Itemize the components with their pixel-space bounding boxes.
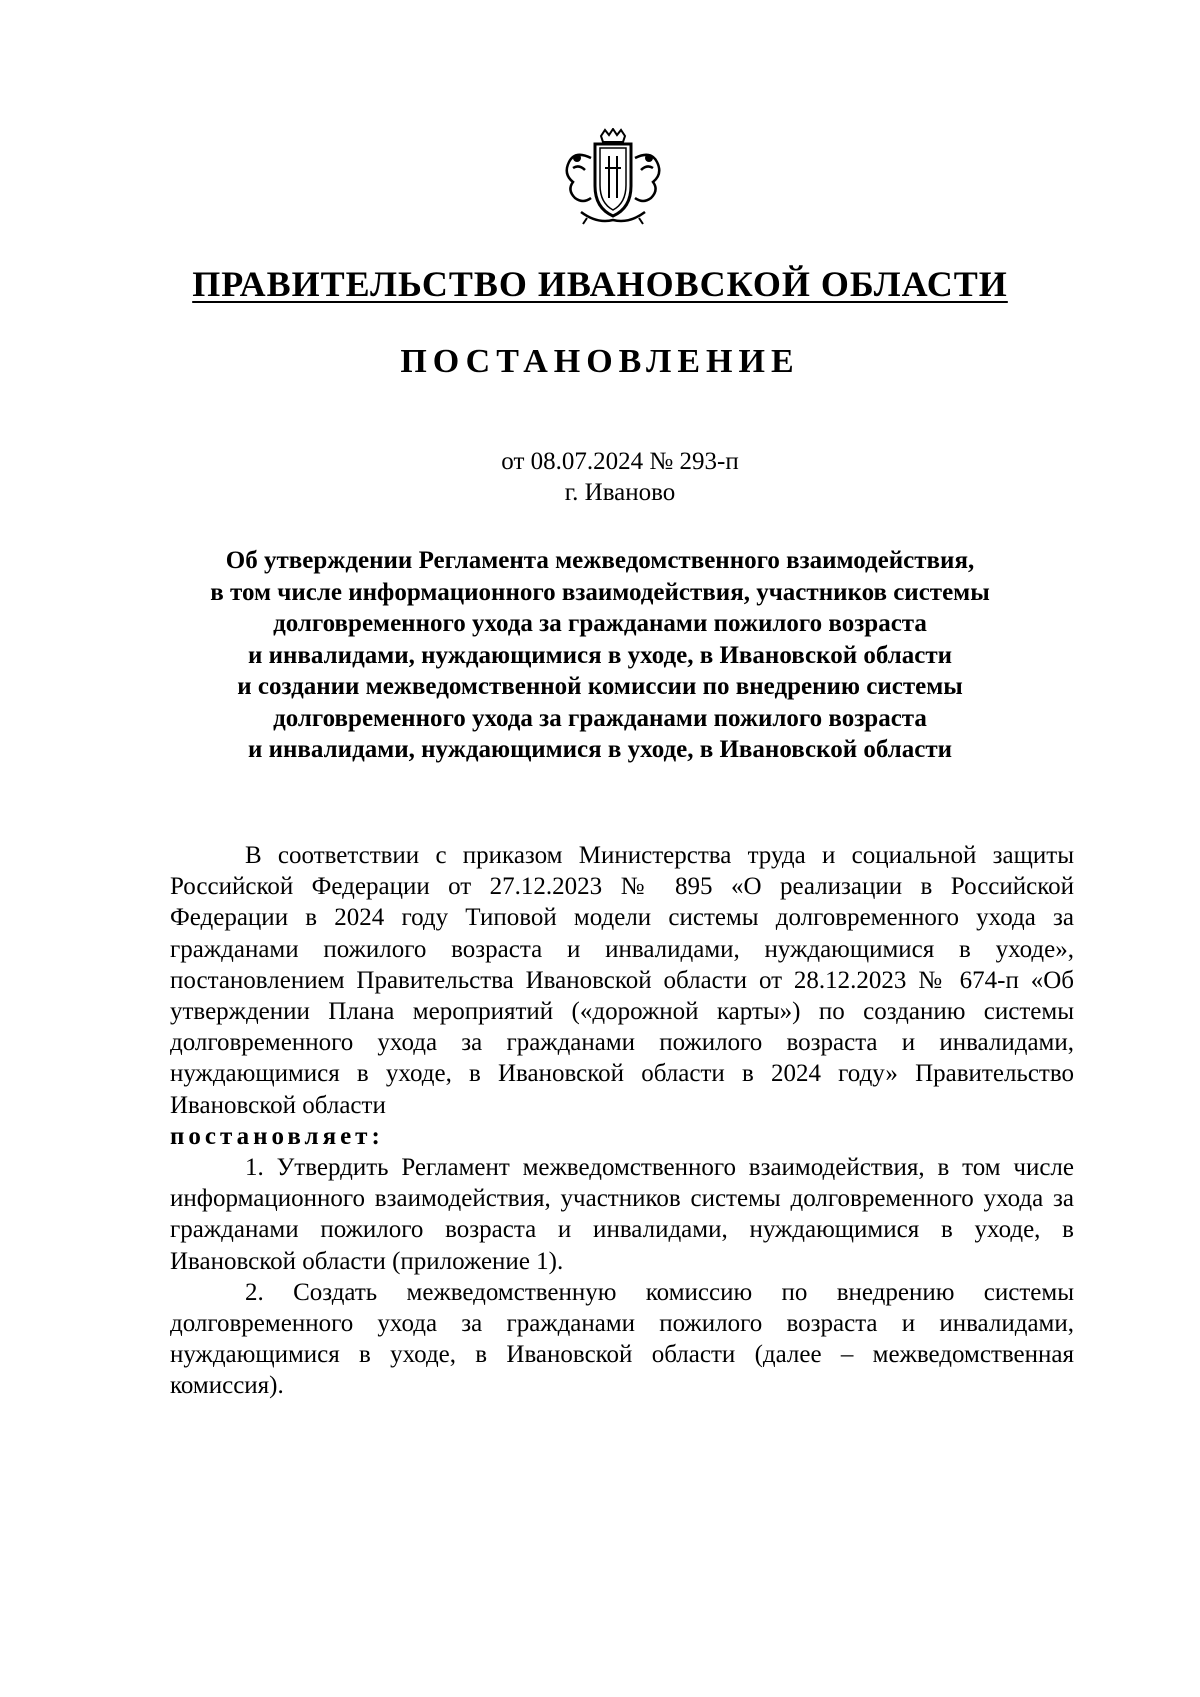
document-subject: [140, 545, 1060, 766]
subject-line: и создании межведомственной комиссии по внедрению системы: [237, 673, 963, 700]
item-1: 1. Утвердить Регламент межведомственного взаимодействия, в том числе информационного взаимодействия, участников системы долговременного ухода за гражданами пожилого возраста и инвалидами, нуждающимися в уходе, в Ивановской области (приложение 1).: [170, 1154, 1074, 1275]
subject-line: и инвалидами, нуждающимися в уходе, в Ивановской области: [247, 736, 953, 763]
government-title-text: ПРАВИТЕЛЬСТВО ИВАНОВСКОЙ ОБЛАСТИ: [192, 264, 1008, 304]
preamble-paragraph: [170, 840, 1074, 1152]
document-meta: [360, 446, 880, 508]
document-type: ПОСТАНОВЛЕНИЕ: [400, 343, 800, 380]
city: г. Иваново: [564, 479, 676, 506]
government-title: [0, 262, 1200, 306]
subject-line: долговременного ухода за гражданами пожилого возраста: [273, 610, 927, 637]
subject-line: долговременного ухода за гражданами пожилого возраста: [273, 704, 927, 732]
preamble-text: В соответствии с приказом Министерства труда и социальной защиты Российской Федерации от 27.12.2023 № 895 «О реализации в Российской Федерации в 2024 году Типовой модели системы долговременного ухода за гражданами пожилого возраста и инвалидами, нуждающимися в уходе», постановлением Правительства Ивановской области от 28.12.2023 № 674-п «Об утверждении Плана мероприятий («дорожной карты») по созданию системы долговременного ухода за гражданами пожилого возраста и инвалидами, нуждающимися в уходе, в Ивановской области в 2024 году» Правительство Ивановской области: [170, 842, 1074, 1119]
item-2: 2. Создать межведомственную комиссию по внедрению системы долговременного ухода за гражданами пожилого возраста и инвалидами, нуждающимися в уходе, в Ивановской области (далее – межведомственная комиссия).: [170, 1278, 1074, 1400]
subject-line: и инвалидами, нуждающимися в уходе, в Ивановской области: [247, 641, 953, 669]
subject-line: Об утверждении Регламента межведомственного взаимодействия,: [225, 547, 975, 574]
coat-of-arms-icon: [553, 128, 673, 228]
date-number: от 08.07.2024 № 293-п: [501, 448, 739, 475]
resolves-keyword: постановляет:: [170, 1122, 384, 1150]
subject-line: в том числе информационного взаимодействия, участников системы: [210, 578, 990, 606]
document-body: [170, 840, 1074, 1402]
